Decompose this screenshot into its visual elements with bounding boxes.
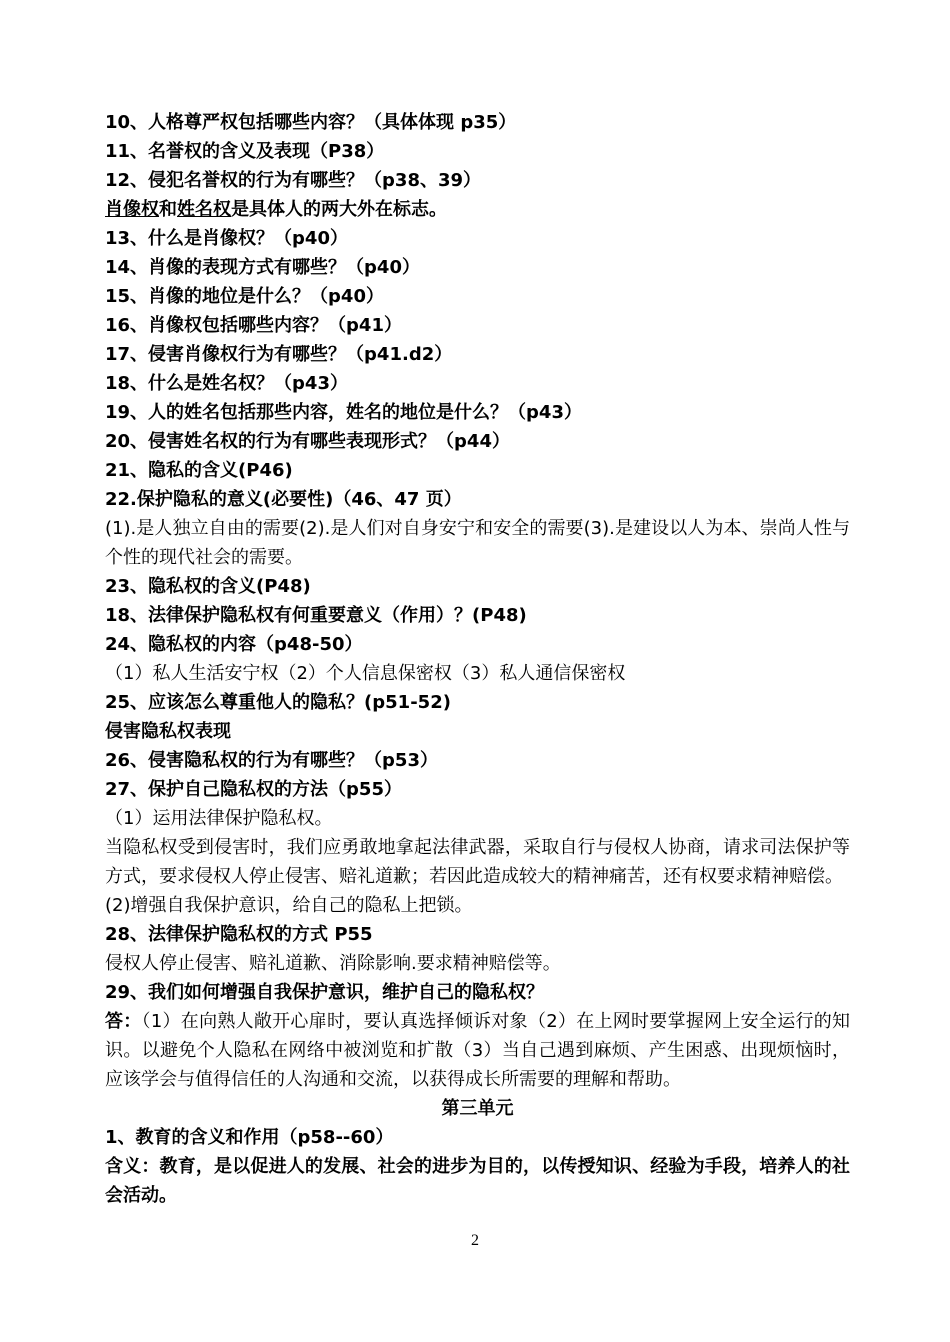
question-29: 29、我们如何增强自我保护意识，维护自己的隐私权？ — [105, 982, 545, 1003]
statement-rest: 是具体人的两大外在标志。 — [231, 199, 447, 220]
section-heading-privacy-infringement: 侵害隐私权表现 — [105, 721, 231, 742]
question-28: 28、法律保护隐私权的方式 P55 — [105, 924, 373, 945]
question-23: 23、隐私权的含义(P48) — [105, 576, 311, 597]
question-10: 10、人格尊严权包括哪些内容？（具体体现 p35） — [105, 112, 517, 133]
underlined-term-portrait: 肖像权 — [105, 199, 159, 220]
unit-heading: 第三单元 — [441, 1098, 514, 1119]
portrait-name-statement — [105, 195, 850, 224]
question-14: 14、肖像的表现方式有哪些？（p40） — [105, 257, 420, 278]
question-21: 21、隐私的含义(P46) — [105, 460, 293, 481]
question-26: 26、侵害隐私权的行为有哪些？（p53） — [105, 750, 438, 771]
question-18: 18、什么是姓名权？（p43） — [105, 373, 348, 394]
answer-27-point-1: （1）运用法律保护隐私权。 — [105, 808, 333, 829]
document-body — [105, 108, 850, 1210]
question-24: 24、隐私权的内容（p48-50） — [105, 634, 363, 655]
joiner: 和 — [159, 199, 177, 220]
answer-27-point-2: (2)增强自我保护意识，给自己的隐私上把锁。 — [105, 895, 473, 916]
question-15: 15、肖像的地位是什么？（p40） — [105, 286, 384, 307]
question-16: 16、肖像权包括哪些内容？（p41） — [105, 315, 402, 336]
question-20: 20、侵害姓名权的行为有哪些表现形式？（p44） — [105, 431, 510, 452]
question-22: 22.保护隐私的意义(必要性)（46、47 页） — [105, 489, 462, 510]
question-27: 27、保护自己隐私权的方法（p55） — [105, 779, 402, 800]
unit3-answer-1: 含义：教育，是以促进人的发展、社会的进步为目的，以传授知识、经验为手段，培养人的社会活动。 — [105, 1156, 850, 1206]
question-19: 19、人的姓名包括那些内容，姓名的地位是什么？（p43） — [105, 402, 582, 423]
answer-29-text: （1）在向熟人敞开心扉时，要认真选择倾诉对象（2）在上网时要掌握网上安全运行的知识。以避免个人隐私在网络中被浏览和扩散（3）当自己遇到麻烦、产生困惑、出现烦恼时，应该学会与值得信任的人沟通和交流，以获得成长所需要的理解和帮助。 — [105, 1011, 850, 1090]
question-13: 13、什么是肖像权？（p40） — [105, 228, 348, 249]
question-18b: 18、法律保护隐私权有何重要意义（作用）？(P48) — [105, 605, 527, 626]
question-25: 25、应该怎么尊重他人的隐私？(p51-52) — [105, 692, 451, 713]
page-number: 2 — [471, 1232, 479, 1249]
answer-29 — [105, 1007, 850, 1094]
answer-28: 侵权人停止侵害、赔礼道歉、消除影响.要求精神赔偿等。 — [105, 953, 561, 974]
question-17: 17、侵害肖像权行为有哪些？（p41.d2） — [105, 344, 453, 365]
answer-label: 答： — [105, 1011, 142, 1032]
answer-27-detail: 当隐私权受到侵害时，我们应勇敢地拿起法律武器，采取自行与侵权人协商，请求司法保护等方式，要求侵权人停止侵害、赔礼道歉；若因此造成较大的精神痛苦，还有权要求精神赔偿。 — [105, 837, 850, 887]
question-11: 11、名誉权的含义及表现（P38） — [105, 141, 385, 162]
unit3-question-1: 1、教育的含义和作用（p58--60） — [105, 1127, 394, 1148]
answer-24: （1）私人生活安宁权（2）个人信息保密权（3）私人通信保密权 — [105, 663, 626, 684]
question-12: 12、侵犯名誉权的行为有哪些？（p38、39） — [105, 170, 482, 191]
underlined-term-name: 姓名权 — [177, 199, 231, 220]
answer-22: (1).是人独立自由的需要(2).是人们对自身安宁和安全的需要(3).是建设以人为本、崇尚人性与个性的现代社会的需要。 — [105, 518, 850, 568]
